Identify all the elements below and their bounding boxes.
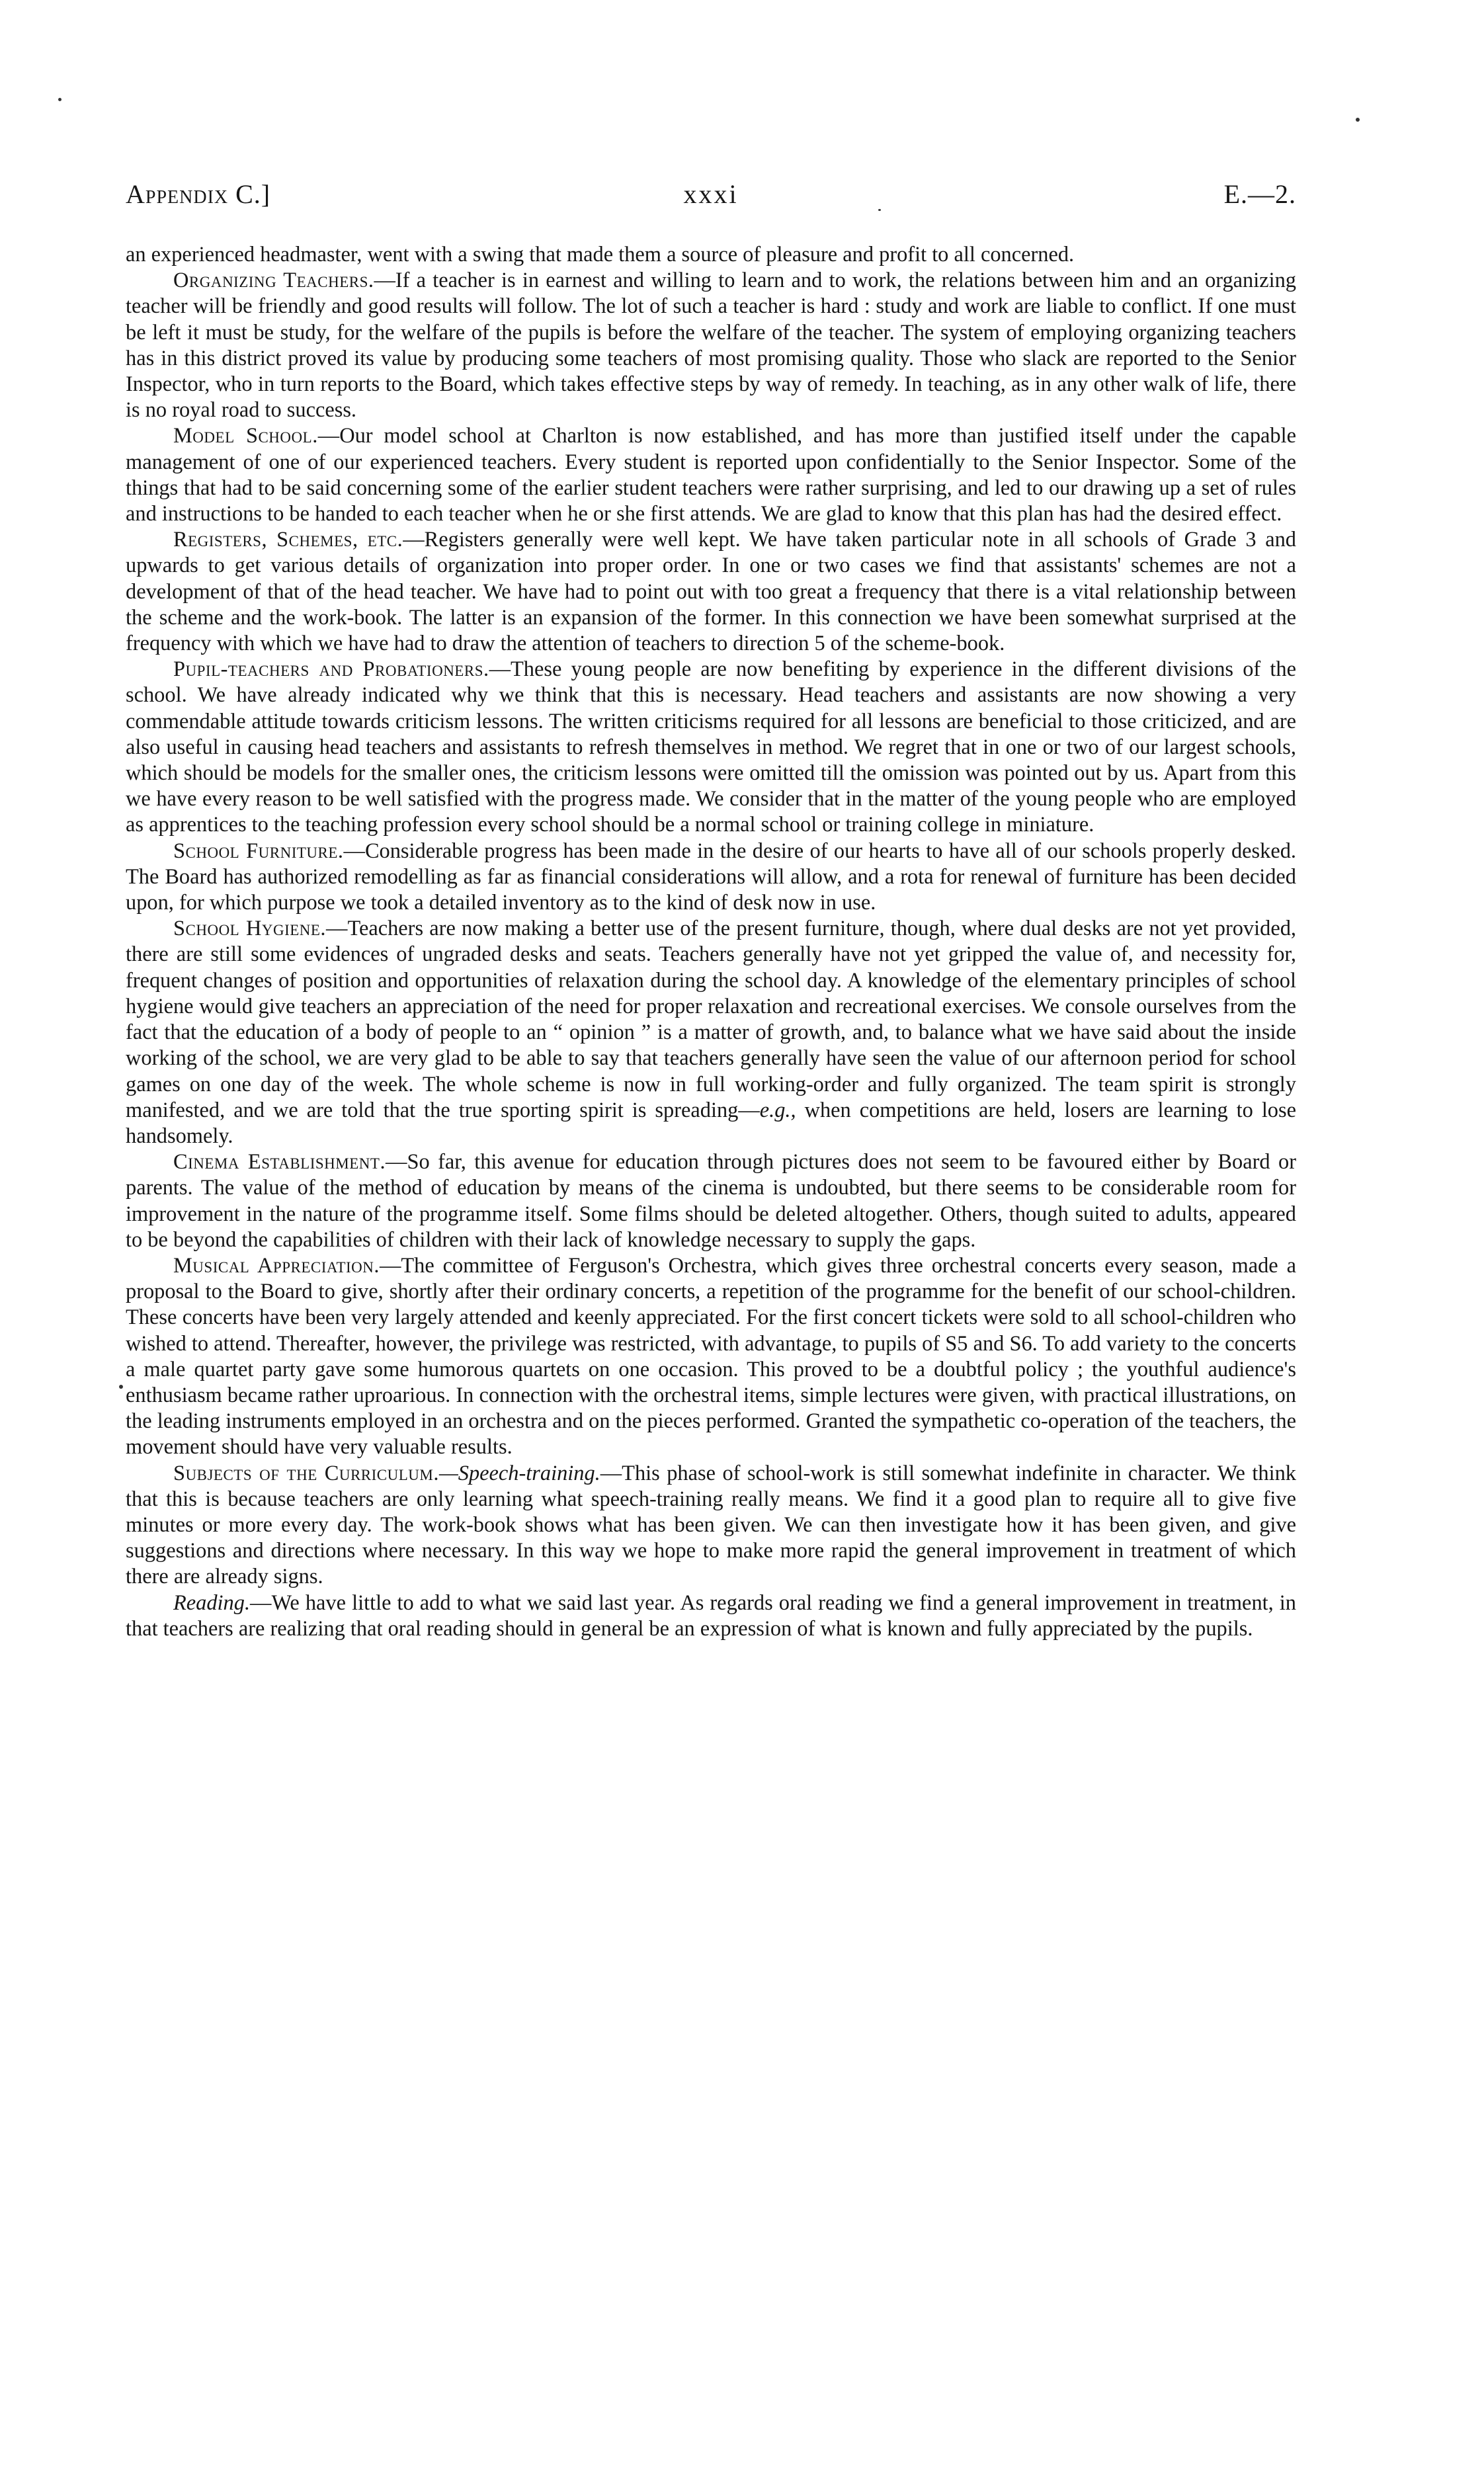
page-header — [126, 179, 1296, 225]
italic-abbreviation: e.g., — [759, 1098, 796, 1122]
paragraph-text: —So far, this avenue for education through pictures does not seem to be favoured either by Board or parents. The value of the method of education by means of the cinema is undoubted, but there seems to be considerable room for improvement in the nature of the programme itself. Some films should be deleted altogether. Others, though suited to adults, appeared to be beyond the capabilities of children with their lack of knowledge necessary to supply the gaps. — [126, 1150, 1297, 1252]
paragraph-school-furniture — [126, 839, 1296, 917]
document-code: E.—2. — [1223, 179, 1296, 209]
section-heading: Musical Appreciation. — [173, 1253, 380, 1278]
page-number: xxxi — [683, 179, 739, 209]
paragraph-text: —This phase of school-work is still somewhat indefinite in character. We think that this is because teachers are only learning what speech-training really means. We find it a good plan to require all to give five minutes or more every day. The work-book shows what has been given. We can then investigate how it has been given, and give suggestions and directions where necessary. In this way we hope to make more rapid the general improvement in treatment of which there are already signs. — [126, 1461, 1297, 1589]
paragraph-musical-appreciation — [126, 1253, 1296, 1461]
paragraph-model-school — [126, 423, 1296, 527]
paragraph-reading — [126, 1590, 1296, 1642]
subsection-heading: Reading. — [173, 1590, 251, 1615]
report-body — [126, 242, 1296, 1642]
appendix-label: Appendix C.] — [126, 179, 271, 209]
paragraph-curriculum — [126, 1461, 1296, 1590]
paragraph-text: —These young people are now benefiting by experience in the different divisions of the school. We have already indicated why we think that this is necessary. Head teachers and assistants are now showing a very commendable attitude towards criticism lessons. The written criticisms required for all lessons are beneficial to those criticized, and are also useful in causing head teachers and assistants to refresh themselves in method. We regret that in one or two of our largest schools, which should be models for the smaller ones, the criticism lessons were omitted till the omission was pointed out by us. Apart from this we have every reason to be well satisfied with the progress made. We consider that in the matter of the young people who are employed as apprentices to the teaching profession every school should be a normal school or training college in miniature. — [126, 657, 1296, 837]
section-heading: Subjects of the Curriculum. — [173, 1461, 439, 1485]
paragraph-text: an experienced headmaster, went with a swing that made them a source of pleasure and profit to all concerned. — [126, 243, 1075, 267]
margin-speck — [1356, 118, 1360, 122]
paragraph-text: —Considerable progress has been made in the desire of our hearts to have all of our schools properly desked. The Board has authorized remodelling as far as financial considerations will allow, and a rota for renewal of furniture has been decided upon, for which purpose we took a detailed inventory as to the kind of desk now in use. — [126, 839, 1296, 915]
paragraph-pupil-teachers — [126, 657, 1296, 838]
paragraph-text: —The committee of Ferguson's Orchestra, which gives three orchestral concerts every season, made a proposal to the Board to give, shortly after their ordinary concerts, a repetition of the programme for the benefit of our school-children. These concerts have been very largely attended and keenly appreciated. For the first concert tickets were sold to all school-children who wished to attend. Thereafter, however, the privilege was restricted, with advantage, to pupils of S5 and S6. To add variety to the concerts a male quartet party gave some humorous quartets on one occasion. This proved to be a doubtful policy ; the youthful audience's enthusiasm became rather uproarious. In connection with the orchestral items, simple lectures were given, with practical illustrations, on the leading instruments employed in an orchestra and on the pieces performed. Granted the sympathetic co-operation of the teachers, the movement should have very valuable results. — [126, 1253, 1296, 1460]
subsection-heading: —Speech-training. — [438, 1461, 600, 1485]
section-heading: Registers, Schemes, etc. — [173, 528, 403, 552]
paragraph-continuation — [126, 242, 1296, 268]
document-page — [126, 179, 1296, 1642]
paragraph-text: —Registers generally were well kept. We have taken particular note in all schools of Grade 3 and upwards to get various details of organization into proper order. In one or two cases we find that assistants' schemes are not a development of that of the head teacher. We have had to point out with too great a frequency that there is a vital relationship between the scheme and the work-book. The latter is an expansion of the former. In this connection we have been somewhat surprised at the frequency with which we have had to draw the attention of teachers to direction 5 of the scheme-book. — [126, 528, 1296, 656]
margin-speck — [119, 1385, 123, 1389]
section-heading: Model School. — [173, 424, 318, 448]
section-heading: Pupil-teachers and Probationers. — [173, 657, 489, 682]
section-heading: School Hygiene. — [173, 917, 327, 941]
paragraph-cinema — [126, 1149, 1296, 1253]
paragraph-registers — [126, 527, 1296, 657]
margin-speck — [58, 98, 62, 101]
paragraph-organizing-teachers — [126, 268, 1296, 423]
section-heading: Cinema Establishment. — [173, 1150, 386, 1174]
paragraph-text: —Our model school at Charlton is now established, and has more than justified itself under the capable management of one of our experienced teachers. Every student is reported upon confidentially to the Senior Inspector. Some of the things that had to be said concerning some of the earlier student teachers were rather surprising, and led to our drawing up a set of rules and instructions to be handed to each teacher when he or she first attends. We are glad to know that this plan has had the desired effect. — [126, 424, 1296, 526]
section-heading: Organizing Teachers. — [173, 268, 374, 293]
paragraph-text: —Teachers are now making a better use of the present furniture, though, where dual desks are not yet provided, there are still some evidences of ungraded desks and seats. Teachers generally have not yet gripped the value of, and necessity for, frequent changes of position and opportunities of relaxation during the school day. A knowledge of the elementary principles of school hygiene would give teachers an appreciation of the need for proper relaxation and recreational exercises. We console ourselves from the fact that the education of a body of people to an “ opinion ” is a matter of growth, and, to balance what we have said about the inside working of the school, we are very glad to be able to say that teachers generally have seen the value of our afternoon period for school games on one day of the week. The whole scheme is now in full working-order and fully organized. The team spirit is strongly manifested, and we are told that the true sporting spirit is spreading— — [126, 917, 1296, 1122]
section-heading: School Furniture. — [173, 839, 344, 863]
paragraph-school-hygiene — [126, 916, 1296, 1149]
paragraph-text-end: when competitions are held, losers are learning to lose handsomely. — [126, 1098, 1296, 1148]
paragraph-text: —If a teacher is in earnest and willing to learn and to work, the relations between him and an organizing teacher will be friendly and good results will follow. The lot of such a teacher is hard : study and work are liable to conflict. If one must be left it must be study, for the welfare of the pupils is before the welfare of the teacher. The system of employing organizing teachers has in this district proved its value by producing some teachers of most promising quality. Those who slack are reported to the Senior Inspector, who in turn reports to the Board, which takes effective steps by way of remedy. In teaching, as in any other walk of life, there is no royal road to success. — [126, 268, 1296, 423]
paragraph-text: —We have little to add to what we said last year. As regards oral reading we find a general improvement in treatment, in that teachers are realizing that oral reading should in general be an expression of what is known and fully appreciated by the pupils. — [126, 1590, 1296, 1641]
